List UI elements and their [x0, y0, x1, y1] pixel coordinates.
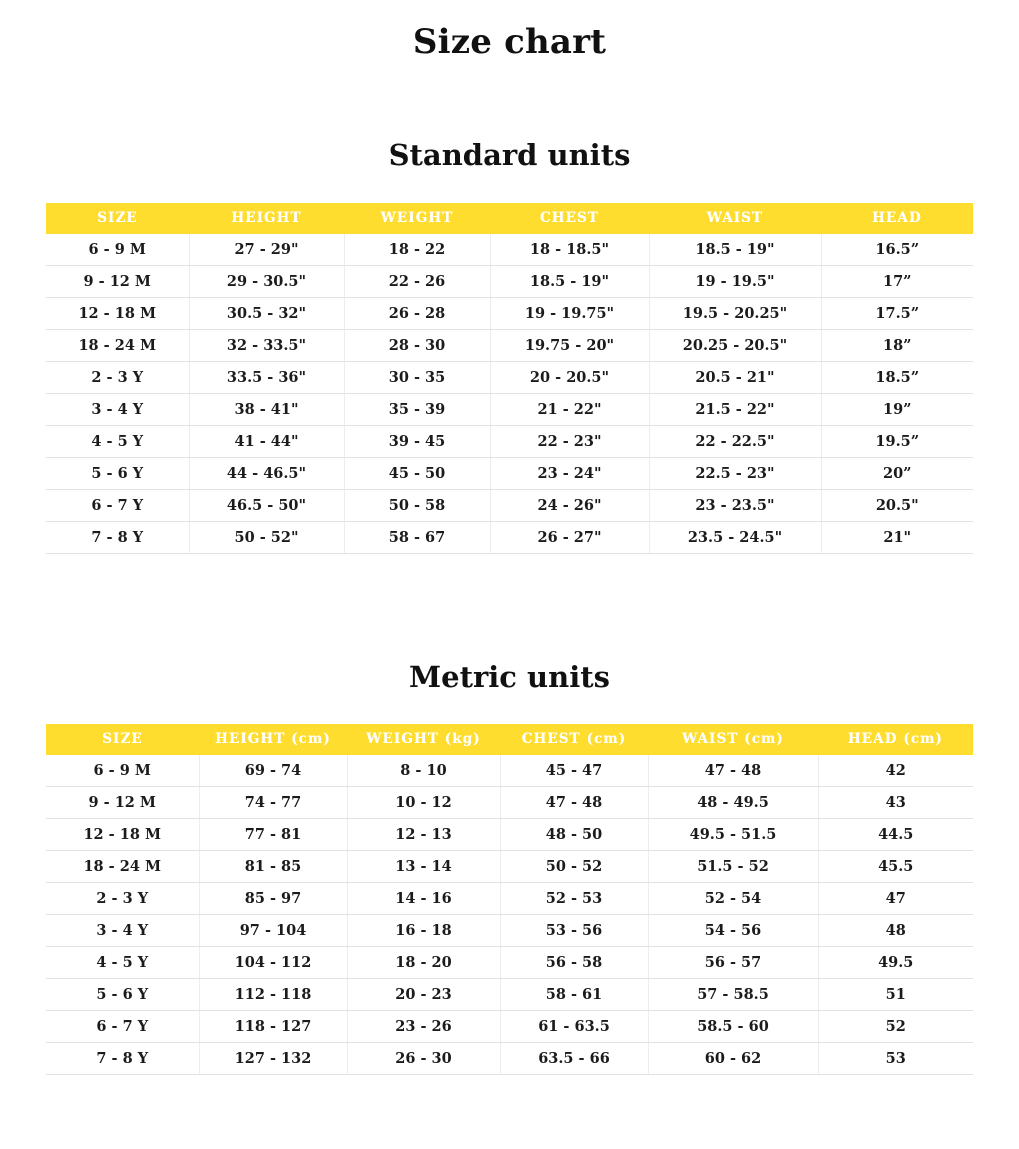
- cell-waist: 57 - 58.5: [648, 979, 818, 1011]
- cell-chest: 52 - 53: [500, 883, 648, 915]
- column-header-weight-kg: WEIGHT (kg): [347, 724, 500, 755]
- cell-weight: 8 - 10: [347, 755, 500, 787]
- cell-waist: 22.5 - 23": [649, 458, 821, 490]
- cell-head: 48: [818, 915, 973, 947]
- cell-height: 77 - 81: [199, 819, 347, 851]
- cell-size: 4 - 5 Y: [46, 426, 189, 458]
- cell-head: 19.5”: [821, 426, 973, 458]
- table-row: [46, 266, 973, 298]
- table-row: [46, 458, 973, 490]
- cell-waist: 21.5 - 22": [649, 394, 821, 426]
- cell-weight: 23 - 26: [347, 1011, 500, 1043]
- cell-waist: 60 - 62: [648, 1043, 818, 1075]
- table-row: [46, 883, 973, 915]
- cell-chest: 22 - 23": [490, 426, 649, 458]
- table-row: [46, 755, 973, 787]
- column-header-height: HEIGHT: [189, 203, 344, 234]
- page-title: Size chart: [412, 22, 607, 62]
- column-header-size: SIZE: [46, 203, 189, 234]
- cell-height: 104 - 112: [199, 947, 347, 979]
- table-row: [46, 947, 973, 979]
- cell-head: 53: [818, 1043, 973, 1075]
- table-row: [46, 426, 973, 458]
- cell-chest: 20 - 20.5": [490, 362, 649, 394]
- cell-weight: 50 - 58: [344, 490, 490, 522]
- cell-weight: 28 - 30: [344, 330, 490, 362]
- standard-units-table: [46, 203, 973, 554]
- cell-weight: 14 - 16: [347, 883, 500, 915]
- cell-waist: 51.5 - 52: [648, 851, 818, 883]
- cell-weight: 16 - 18: [347, 915, 500, 947]
- cell-size: 6 - 7 Y: [46, 490, 189, 522]
- cell-chest: 18.5 - 19": [490, 266, 649, 298]
- cell-waist: 20.25 - 20.5": [649, 330, 821, 362]
- table-row: [46, 298, 973, 330]
- cell-chest: 45 - 47: [500, 755, 648, 787]
- cell-weight: 22 - 26: [344, 266, 490, 298]
- column-header-height-cm: HEIGHT (cm): [199, 724, 347, 755]
- table-row: [46, 522, 973, 554]
- cell-weight: 45 - 50: [344, 458, 490, 490]
- cell-head: 21": [821, 522, 973, 554]
- cell-chest: 56 - 58: [500, 947, 648, 979]
- standard-table-body: [46, 234, 973, 554]
- cell-size: 6 - 7 Y: [46, 1011, 199, 1043]
- cell-waist: 18.5 - 19": [649, 234, 821, 266]
- column-header-chest: CHEST: [490, 203, 649, 234]
- cell-height: 69 - 74: [199, 755, 347, 787]
- cell-height: 74 - 77: [199, 787, 347, 819]
- cell-weight: 10 - 12: [347, 787, 500, 819]
- cell-waist: 56 - 57: [648, 947, 818, 979]
- cell-size: 18 - 24 M: [46, 851, 199, 883]
- cell-chest: 19 - 19.75": [490, 298, 649, 330]
- cell-weight: 30 - 35: [344, 362, 490, 394]
- section-title-metric: Metric units: [409, 660, 610, 694]
- cell-height: 127 - 132: [199, 1043, 347, 1075]
- cell-height: 46.5 - 50": [189, 490, 344, 522]
- cell-chest: 23 - 24": [490, 458, 649, 490]
- cell-chest: 24 - 26": [490, 490, 649, 522]
- cell-weight: 39 - 45: [344, 426, 490, 458]
- cell-chest: 47 - 48: [500, 787, 648, 819]
- cell-chest: 18 - 18.5": [490, 234, 649, 266]
- cell-chest: 50 - 52: [500, 851, 648, 883]
- table-header-row: [46, 203, 973, 234]
- cell-height: 41 - 44": [189, 426, 344, 458]
- cell-size: 18 - 24 M: [46, 330, 189, 362]
- cell-height: 112 - 118: [199, 979, 347, 1011]
- cell-weight: 20 - 23: [347, 979, 500, 1011]
- cell-head: 44.5: [818, 819, 973, 851]
- column-header-waist-cm: WAIST (cm): [648, 724, 818, 755]
- cell-chest: 53 - 56: [500, 915, 648, 947]
- table-header-row: [46, 724, 973, 755]
- cell-chest: 19.75 - 20": [490, 330, 649, 362]
- cell-chest: 21 - 22": [490, 394, 649, 426]
- metric-table-head: [46, 724, 973, 755]
- cell-height: 85 - 97: [199, 883, 347, 915]
- cell-waist: 19 - 19.5": [649, 266, 821, 298]
- cell-height: 30.5 - 32": [189, 298, 344, 330]
- cell-head: 52: [818, 1011, 973, 1043]
- cell-height: 38 - 41": [189, 394, 344, 426]
- cell-height: 32 - 33.5": [189, 330, 344, 362]
- cell-height: 44 - 46.5": [189, 458, 344, 490]
- cell-waist: 23.5 - 24.5": [649, 522, 821, 554]
- cell-chest: 63.5 - 66: [500, 1043, 648, 1075]
- cell-weight: 18 - 20: [347, 947, 500, 979]
- table-row: [46, 787, 973, 819]
- standard-table-wrapper: [0, 203, 1019, 554]
- cell-height: 97 - 104: [199, 915, 347, 947]
- cell-waist: 48 - 49.5: [648, 787, 818, 819]
- cell-size: 12 - 18 M: [46, 819, 199, 851]
- cell-head: 20.5": [821, 490, 973, 522]
- table-row: [46, 819, 973, 851]
- section-standard-units: [0, 62, 1019, 554]
- cell-size: 12 - 18 M: [46, 298, 189, 330]
- table-row: [46, 362, 973, 394]
- cell-weight: 58 - 67: [344, 522, 490, 554]
- standard-table-head: [46, 203, 973, 234]
- cell-height: 81 - 85: [199, 851, 347, 883]
- cell-size: 6 - 9 M: [46, 755, 199, 787]
- cell-weight: 12 - 13: [347, 819, 500, 851]
- section-metric-units: [0, 554, 1019, 1075]
- cell-head: 43: [818, 787, 973, 819]
- cell-waist: 54 - 56: [648, 915, 818, 947]
- cell-size: 3 - 4 Y: [46, 394, 189, 426]
- cell-head: 17.5”: [821, 298, 973, 330]
- column-header-head-cm: HEAD (cm): [818, 724, 973, 755]
- cell-head: 17”: [821, 266, 973, 298]
- cell-weight: 18 - 22: [344, 234, 490, 266]
- cell-waist: 58.5 - 60: [648, 1011, 818, 1043]
- cell-waist: 47 - 48: [648, 755, 818, 787]
- cell-head: 47: [818, 883, 973, 915]
- cell-height: 27 - 29": [189, 234, 344, 266]
- cell-waist: 52 - 54: [648, 883, 818, 915]
- table-row: [46, 234, 973, 266]
- metric-table-wrapper: [0, 724, 1019, 1075]
- cell-chest: 61 - 63.5: [500, 1011, 648, 1043]
- cell-waist: 22 - 22.5": [649, 426, 821, 458]
- cell-weight: 26 - 30: [347, 1043, 500, 1075]
- table-row: [46, 394, 973, 426]
- cell-waist: 19.5 - 20.25": [649, 298, 821, 330]
- cell-head: 51: [818, 979, 973, 1011]
- cell-weight: 26 - 28: [344, 298, 490, 330]
- cell-height: 33.5 - 36": [189, 362, 344, 394]
- cell-size: 7 - 8 Y: [46, 522, 189, 554]
- cell-head: 20”: [821, 458, 973, 490]
- table-row: [46, 851, 973, 883]
- table-row: [46, 490, 973, 522]
- column-header-waist: WAIST: [649, 203, 821, 234]
- cell-size: 5 - 6 Y: [46, 979, 199, 1011]
- table-row: [46, 330, 973, 362]
- metric-table-body: [46, 755, 973, 1075]
- cell-size: 5 - 6 Y: [46, 458, 189, 490]
- cell-weight: 13 - 14: [347, 851, 500, 883]
- cell-head: 18.5”: [821, 362, 973, 394]
- column-header-size: SIZE: [46, 724, 199, 755]
- cell-head: 45.5: [818, 851, 973, 883]
- cell-weight: 35 - 39: [344, 394, 490, 426]
- table-row: [46, 915, 973, 947]
- cell-size: 4 - 5 Y: [46, 947, 199, 979]
- column-header-weight: WEIGHT: [344, 203, 490, 234]
- cell-head: 18”: [821, 330, 973, 362]
- cell-chest: 48 - 50: [500, 819, 648, 851]
- cell-size: 3 - 4 Y: [46, 915, 199, 947]
- cell-head: 42: [818, 755, 973, 787]
- cell-head: 19”: [821, 394, 973, 426]
- table-row: [46, 979, 973, 1011]
- table-row: [46, 1011, 973, 1043]
- column-header-chest-cm: CHEST (cm): [500, 724, 648, 755]
- cell-waist: 20.5 - 21": [649, 362, 821, 394]
- metric-units-table: [46, 724, 973, 1075]
- cell-height: 118 - 127: [199, 1011, 347, 1043]
- section-title-standard: Standard units: [388, 138, 631, 172]
- cell-height: 50 - 52": [189, 522, 344, 554]
- cell-size: 2 - 3 Y: [46, 362, 189, 394]
- cell-head: 49.5: [818, 947, 973, 979]
- cell-chest: 58 - 61: [500, 979, 648, 1011]
- cell-size: 6 - 9 M: [46, 234, 189, 266]
- cell-size: 9 - 12 M: [46, 787, 199, 819]
- table-row: [46, 1043, 973, 1075]
- cell-waist: 49.5 - 51.5: [648, 819, 818, 851]
- cell-size: 2 - 3 Y: [46, 883, 199, 915]
- cell-size: 7 - 8 Y: [46, 1043, 199, 1075]
- cell-height: 29 - 30.5": [189, 266, 344, 298]
- column-header-head: HEAD: [821, 203, 973, 234]
- cell-size: 9 - 12 M: [46, 266, 189, 298]
- cell-waist: 23 - 23.5": [649, 490, 821, 522]
- cell-chest: 26 - 27": [490, 522, 649, 554]
- cell-head: 16.5”: [821, 234, 973, 266]
